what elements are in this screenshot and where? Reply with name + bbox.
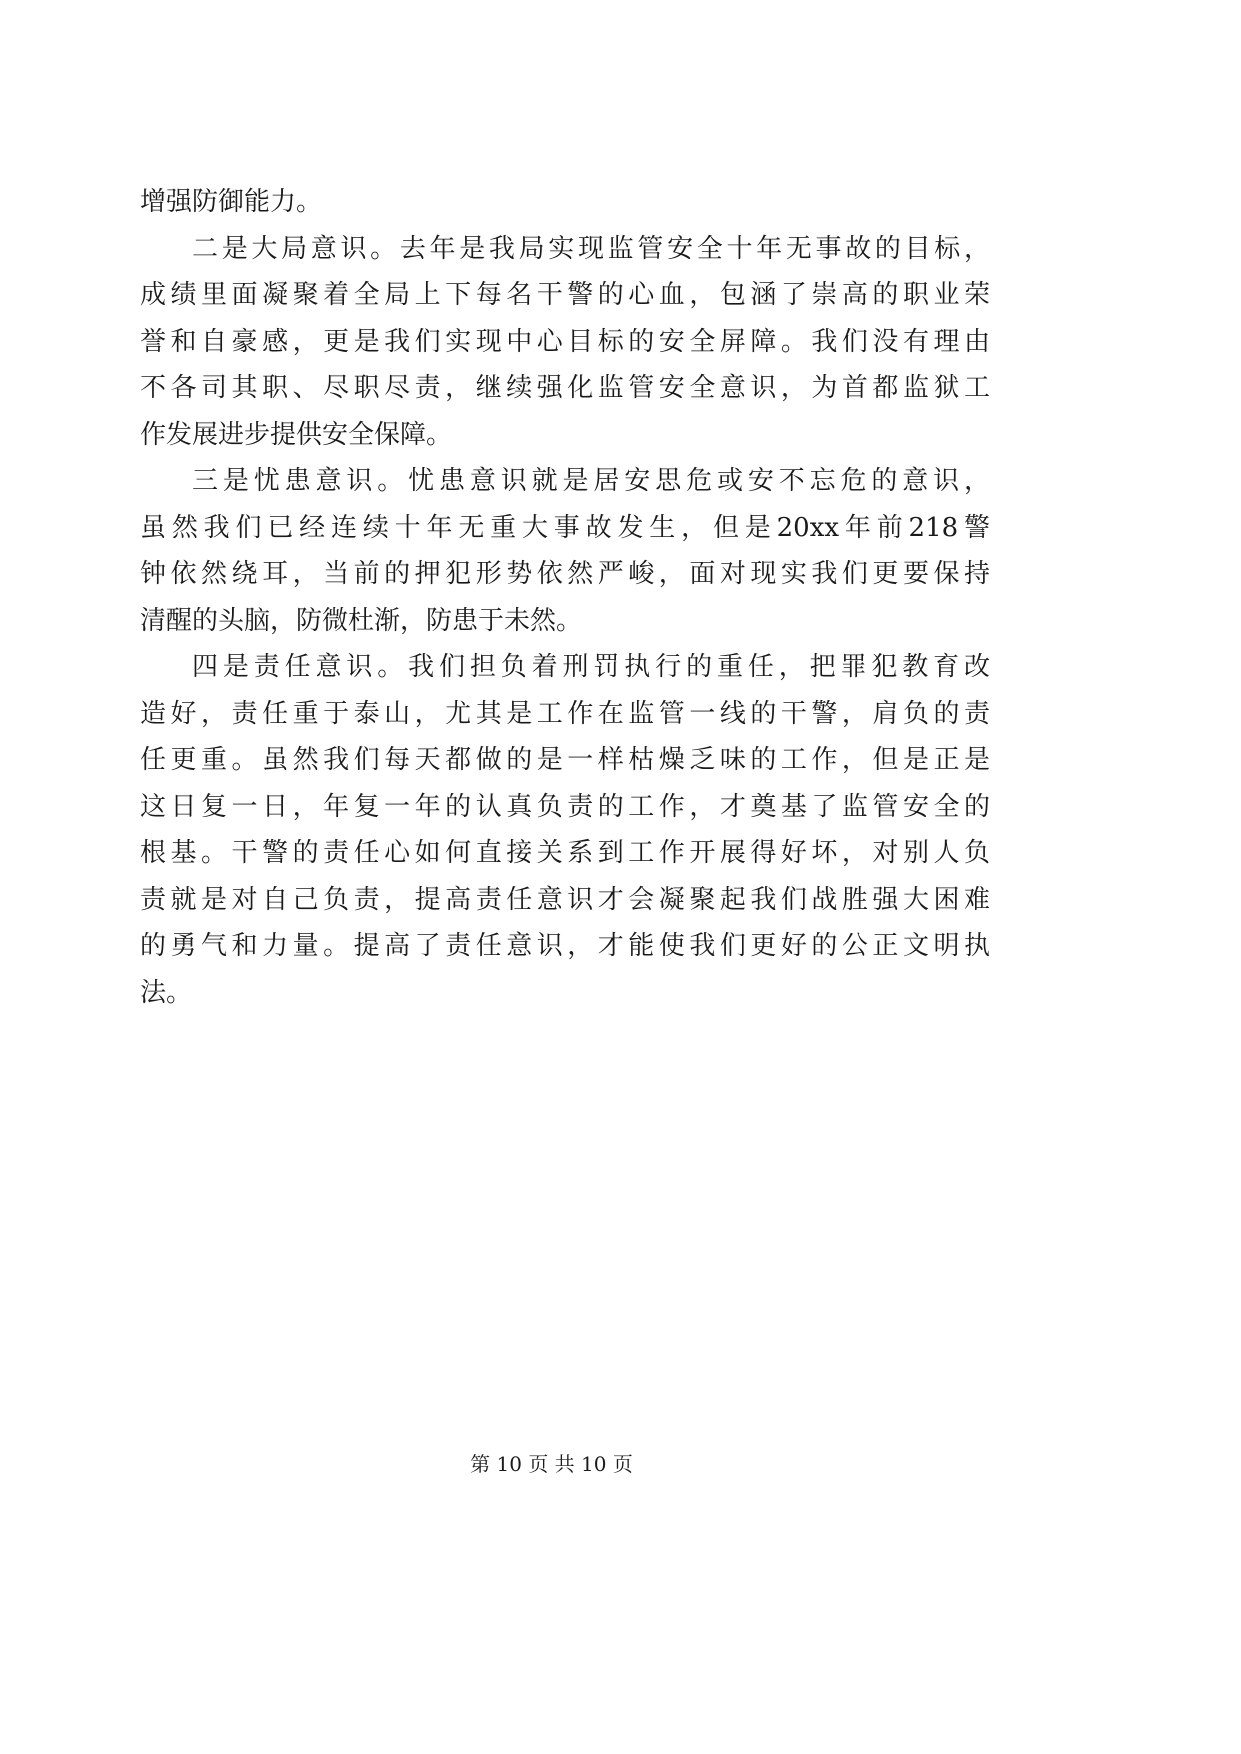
paragraph-line: 成绩里面凝聚着全局上下每名干警的心血，包涵了崇高的职业荣 [140,280,990,310]
document-body [140,179,990,1016]
paragraph-line: 作发展进步提供安全保障。 [140,419,453,450]
paragraph-line: 誉和自豪感，更是我们实现中心目标的安全屏障。我们没有理由 [140,326,990,357]
paragraph [140,644,990,1016]
paragraph-line: 增强防御能力。 [140,187,323,217]
paragraph [140,179,990,226]
paragraph-line: 根基。干警的责任心如何直接关系到工作开展得好坏，对别人负 [140,838,990,868]
paragraph-line: 三是忧患意识。忧患意识就是居安思危或安不忘危的意识， [192,466,990,496]
paragraph-line: 任更重。虽然我们每天都做的是一样枯燥乏味的工作，但是正是 [140,745,990,775]
paragraph-line: 四是责任意识。我们担负着刑罚执行的重任，把罪犯教育改 [192,652,990,682]
paragraph-line: 责就是对自己负责，提高责任意识才会凝聚起我们战胜强大困难 [140,884,990,915]
paragraph-line: 的勇气和力量。提高了责任意识，才能使我们更好的公正文明执 [140,931,990,961]
paragraph-line: 清醒的头脑，防微杜渐，防患于未然。 [140,605,583,636]
page-footer: 第 10 页 共 10 页 [470,1452,633,1476]
paragraph-line: 造好，责任重于泰山，尤其是工作在监管一线的干警，肩负的责 [140,698,990,729]
paragraph-line: 钟依然绕耳，当前的押犯形势依然严峻，面对现实我们更要保持 [140,559,990,589]
paragraph-line: 这日复一日，年复一年的认真负责的工作，才奠基了监管安全的 [140,791,990,822]
paragraph-line: 虽然我们已经连续十年无重大事故发生，但是20xx年前218警 [140,512,990,543]
paragraph-line: 不各司其职、尽职尽责，继续强化监管安全意识，为首都监狱工 [140,373,990,403]
paragraph [140,458,990,644]
paragraph-line: 二是大局意识。去年是我局实现监管安全十年无事故的目标， [192,233,990,264]
paragraph-line: 法。 [140,977,193,1008]
paragraph [140,226,990,459]
